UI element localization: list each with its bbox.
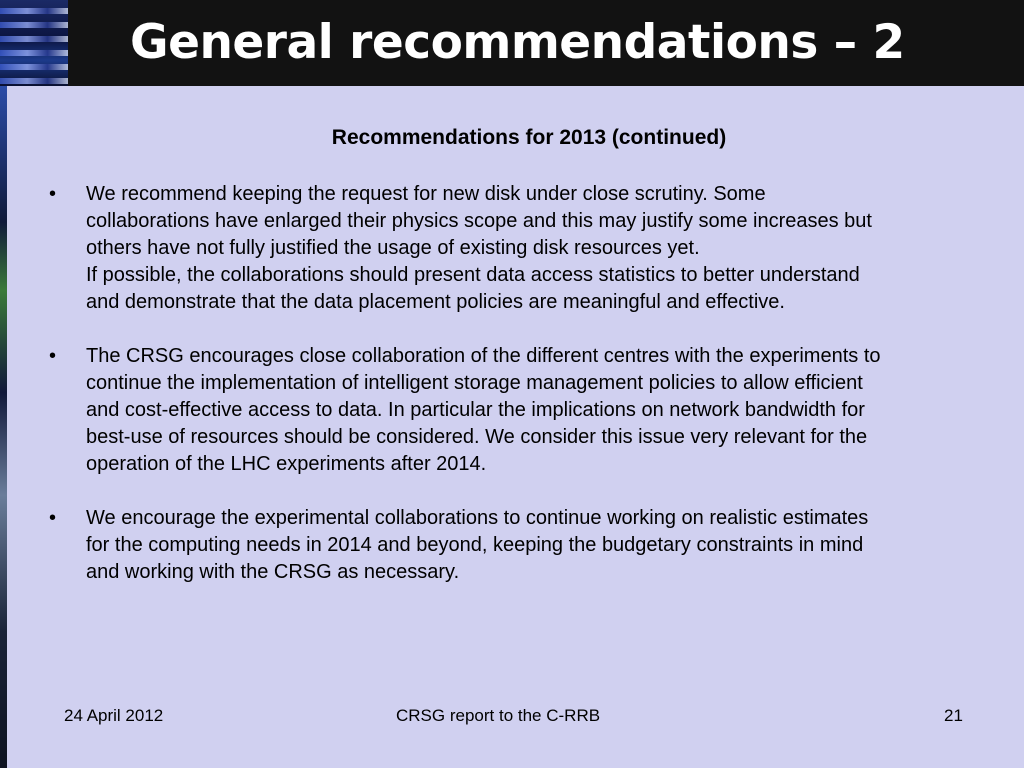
bullet-line: We encourage the experimental collaborations to continue working on realistic estimates (86, 507, 869, 529)
slide-title: General recommendations – 2 (130, 15, 905, 70)
content-area (7, 86, 1024, 768)
bullet-icon: • (49, 507, 57, 529)
bullet-line: others have not fully justified the usage of existing disk resources yet. (86, 237, 700, 259)
bullet-line: best-use of resources should be considered. We consider this issue very relevant for the (86, 426, 868, 448)
bullet-line: operation of the LHC experiments after 2014. (86, 453, 487, 475)
bullet-line: and cost-effective access to data. In particular the implications on network bandwidth for (86, 399, 865, 421)
bullet-item (7, 181, 1024, 316)
server-rack-side-image (0, 86, 7, 768)
footer-title: CRSG report to the C-RRB (396, 706, 601, 725)
footer-date: 24 April 2012 (64, 706, 164, 725)
bullet-line: collaborations have enlarged their physics scope and this may justify some increases but (86, 210, 872, 232)
bullet-line: continue the implementation of intelligent storage management policies to allow efficient (86, 372, 863, 394)
bullet-line: and demonstrate that the data placement policies are meaningful and effective. (86, 291, 785, 313)
bullet-icon: • (49, 345, 57, 367)
slide-subtitle: Recommendations for 2013 (continued) (331, 126, 727, 149)
bullet-line: If possible, the collaborations should present data access statistics to better understand (86, 264, 860, 286)
bullet-line: The CRSG encourages close collaboration of the different centres with the experiments to (86, 345, 881, 367)
bullet-item (7, 343, 1024, 478)
bullet-line: We recommend keeping the request for new disk under close scrutiny. Some (86, 183, 766, 205)
server-rack-image (0, 0, 68, 86)
page-number: 21 (944, 706, 963, 725)
bullet-line: for the computing needs in 2014 and beyond, keeping the budgetary constraints in mind (86, 534, 864, 556)
bullet-line: and working with the CRSG as necessary. (86, 561, 460, 583)
bullet-icon: • (49, 183, 57, 205)
bullet-item (7, 505, 1024, 586)
bullet-list (7, 181, 1024, 613)
header-bar (0, 0, 1024, 86)
